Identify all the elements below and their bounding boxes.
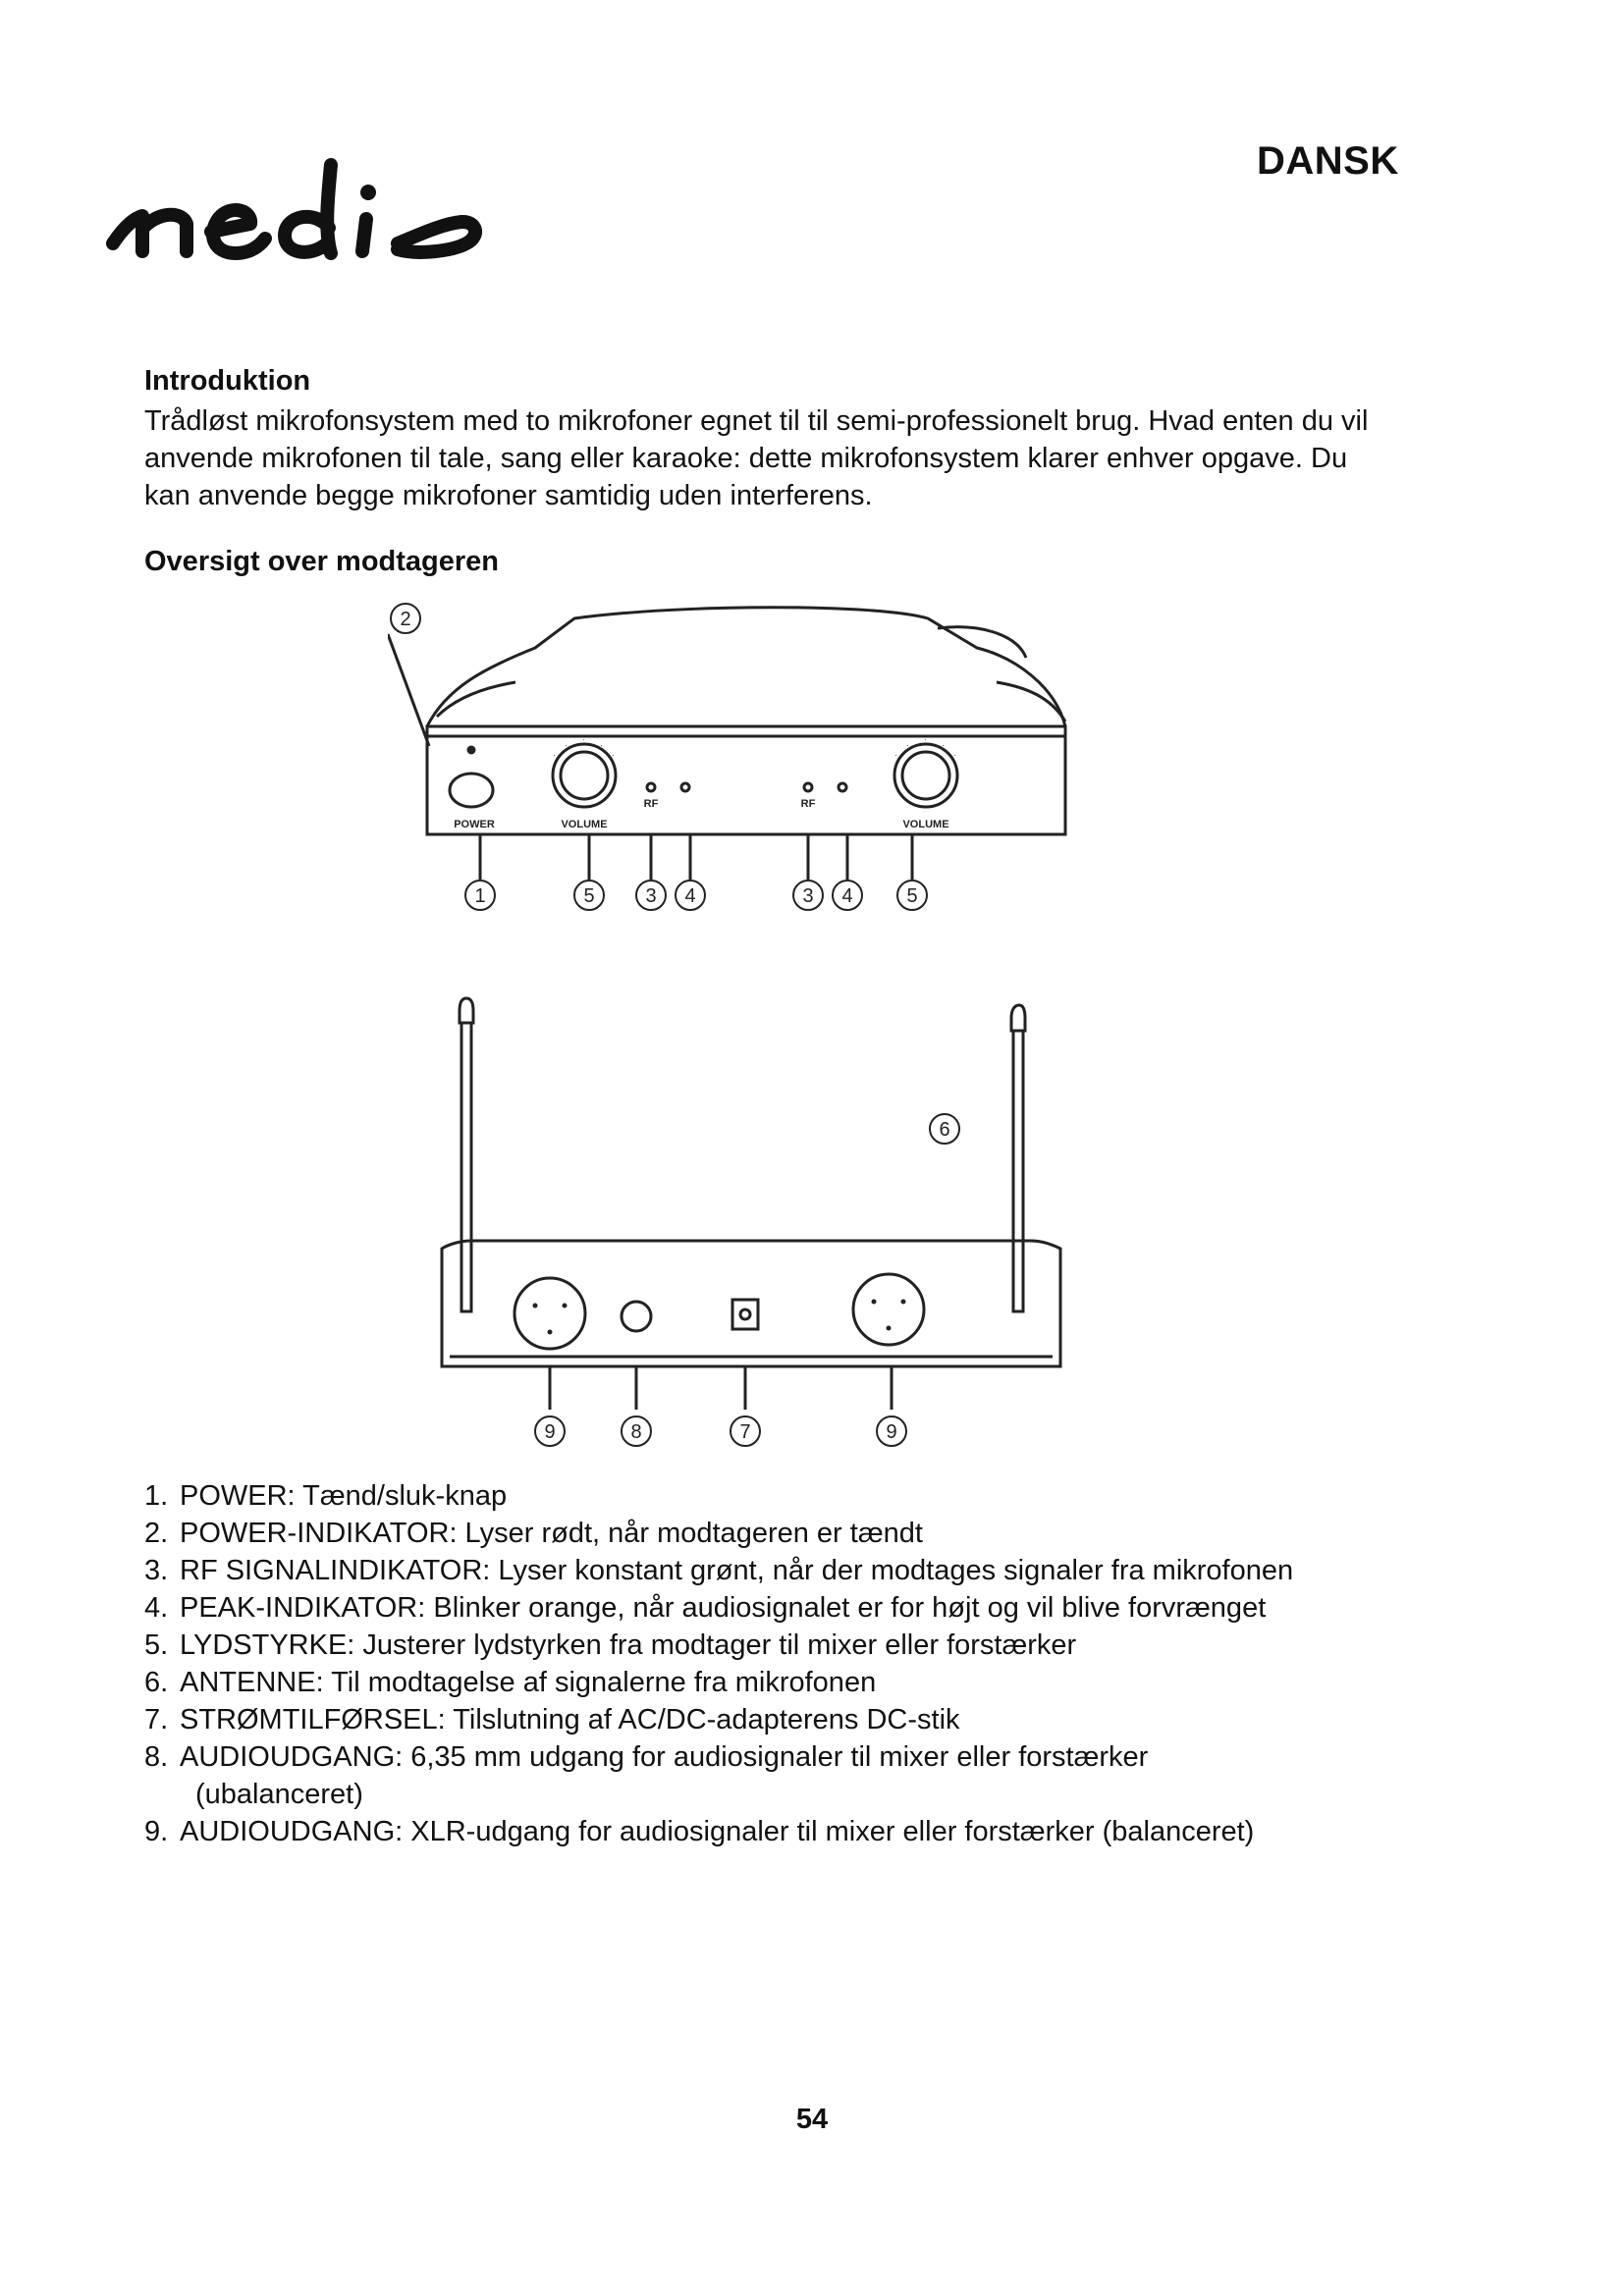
svg-text:·: · <box>953 751 956 760</box>
list-item <box>144 1552 1480 1589</box>
callout-4-left: 4 <box>684 885 696 907</box>
list-item-number: 5. <box>144 1629 169 1661</box>
list-item-text: POWER-INDIKATOR: Lyser rødt, når modtageren er tændt <box>180 1518 923 1549</box>
list-item <box>144 1589 1480 1627</box>
callout-6: 6 <box>939 1119 950 1141</box>
svg-text:·: · <box>565 741 568 750</box>
parts-list <box>144 1477 1480 1850</box>
callout-9-right: 9 <box>886 1421 897 1443</box>
list-item-text: POWER: Tænd/sluk-knap <box>180 1480 508 1512</box>
list-item-number: 6. <box>144 1667 169 1698</box>
callout-5-left: 5 <box>583 885 595 907</box>
list-item <box>144 1477 1480 1515</box>
list-item <box>144 1813 1480 1850</box>
svg-text:·: · <box>924 735 927 744</box>
callout-3-right: 3 <box>802 885 814 907</box>
power-label: POWER <box>454 819 495 830</box>
list-item <box>144 1664 1480 1701</box>
list-item <box>144 1701 1480 1738</box>
rf-label-right: RF <box>800 798 816 810</box>
language-label: DANSK <box>1257 139 1399 183</box>
callout-7: 7 <box>739 1421 751 1443</box>
svg-text:·: · <box>553 751 556 760</box>
callout-9-left: 9 <box>544 1421 556 1443</box>
receiver-rear-diagram <box>422 993 1080 1474</box>
list-item-text: RF SIGNALINDIKATOR: Lyser konstant grønt, når der modtages signaler fra mikrofonen <box>180 1555 1294 1586</box>
svg-text:·: · <box>612 751 615 760</box>
volume-label-right: VOLUME <box>902 819 949 830</box>
svg-text:·: · <box>906 741 909 750</box>
rf-label-left: RF <box>643 798 659 810</box>
list-item-text: AUDIOUDGANG: 6,35 mm udgang for audiosignaler til mixer eller forstærker <box>180 1741 1149 1773</box>
volume-label-left: VOLUME <box>561 819 608 830</box>
callout-3-left: 3 <box>645 885 657 907</box>
callout-2: 2 <box>400 609 411 630</box>
list-item-number: 8. <box>144 1741 169 1773</box>
callout-8: 8 <box>630 1421 642 1443</box>
callout-4-right: 4 <box>841 885 853 907</box>
callout-5-right: 5 <box>906 885 918 907</box>
svg-text:·: · <box>894 751 897 760</box>
intro-paragraph: Trådløst mikrofonsystem med to mikrofoner egnet til til semi-professionelt brug. Hvad enten du vil anvende mikrofonen til tale, sang eller karaoke: dette mikrofonsystem klarer enhver opgave. Du kan anvende begge mikrofoner samtidig uden interferens. <box>144 405 1369 511</box>
list-item-number: 3. <box>144 1555 169 1586</box>
list-item-text: PEAK-INDIKATOR: Blinker orange, når audiosignalet er for højt og vil blive forvrænget <box>180 1592 1267 1624</box>
svg-text:·: · <box>942 741 945 750</box>
page-number: 54 <box>795 2104 829 2135</box>
list-item <box>144 1738 1480 1813</box>
list-item-number: 2. <box>144 1518 169 1549</box>
overview-heading: Oversigt over modtageren <box>144 546 499 577</box>
list-item-text: AUDIOUDGANG: XLR-udgang for audiosignaler til mixer eller forstærker (balanceret) <box>180 1816 1255 1847</box>
list-item-continuation: (ubalanceret) <box>195 1779 363 1810</box>
svg-text:·: · <box>600 741 603 750</box>
list-item <box>144 1627 1480 1664</box>
list-item <box>144 1515 1480 1552</box>
list-item-number: 7. <box>144 1704 169 1735</box>
intro-heading: Introduktion <box>144 365 311 397</box>
list-item-text: STRØMTILFØRSEL: Tilslutning af AC/DC-adapterens DC-stik <box>180 1704 960 1735</box>
receiver-front-diagram <box>388 599 1095 923</box>
list-item-number: 4. <box>144 1592 169 1624</box>
svg-text:·: · <box>582 735 585 744</box>
nedis-logo <box>103 126 604 273</box>
list-item-text: LYDSTYRKE: Justerer lydstyrken fra modtager til mixer eller forstærker <box>180 1629 1077 1661</box>
list-item-text: ANTENNE: Til modtagelse af signalerne fra mikrofonen <box>180 1667 877 1698</box>
list-item-number: 9. <box>144 1816 169 1847</box>
list-item-number: 1. <box>144 1480 169 1512</box>
callout-1: 1 <box>474 885 486 907</box>
